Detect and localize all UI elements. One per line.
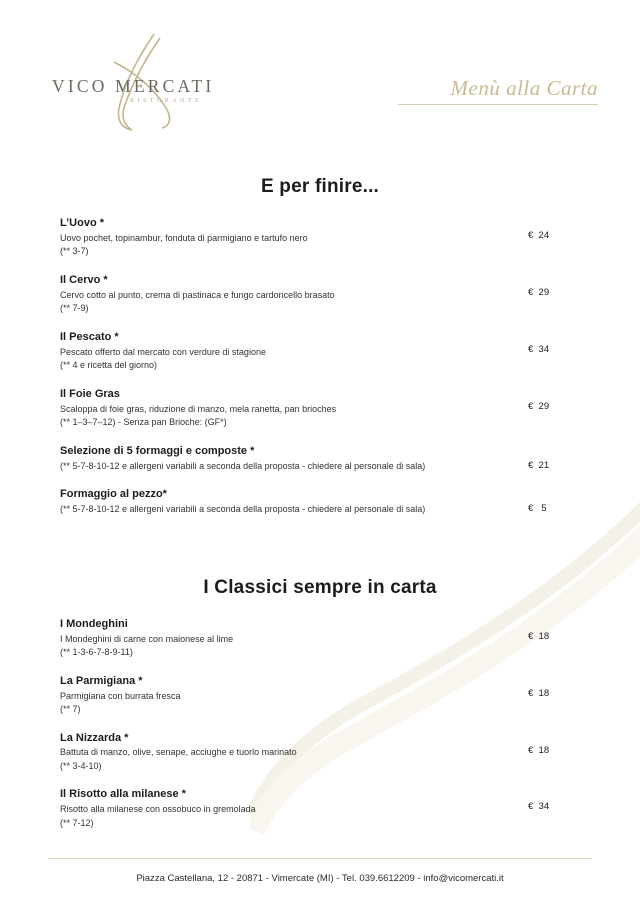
menu-item — [60, 731, 580, 774]
menu-item-name: Selezione di 5 formaggi e composte * — [60, 444, 255, 457]
brand-logo — [52, 40, 282, 140]
menu-items-list — [60, 216, 580, 517]
brand-tagline: RISTORANTE — [130, 98, 203, 104]
menu-item-description: Uovo pochet, topinambur, fonduta di parmigiano e tartufo nero — [60, 232, 308, 243]
menu-item-description: Cervo cotto al punto, crema di pastinaca e fungo cardoncello brasato — [60, 289, 335, 300]
menu-section-i-classici — [0, 577, 640, 831]
title-divider — [398, 104, 598, 105]
menu-item-description: (** 5-7-8-10-12 e allergeni variabili a seconda della proposta - chiedere al personale di sala) — [60, 504, 426, 515]
section-title: I Classici sempre in carta — [203, 576, 437, 598]
menu-item-price: € 24 — [528, 230, 550, 241]
menu-item-price: € 21 — [528, 459, 550, 471]
menu-item-allergens: (** 7-12) — [60, 817, 94, 828]
menu-item — [60, 674, 580, 717]
page-footer — [0, 858, 640, 884]
menu-item — [60, 787, 580, 830]
menu-item-price: € 18 — [528, 687, 550, 699]
menu-item-allergens: (** 1–3–7–12) - Senza pan Brioche: (GF*) — [60, 417, 227, 428]
menu-item-allergens: (** 1-3-6-7-8-9-11) — [60, 647, 133, 658]
footer-contact-info: Piazza Castellana, 12 - 20871 - Vimercate (MI) - Tel. 039.6612209 - info@vicomercati.it — [136, 873, 504, 884]
menu-item-allergens: (** 7) — [60, 704, 81, 714]
menu-item-description: I Mondeghini di carne con maionese al lime — [60, 633, 234, 644]
menu-item-name: Il Foie Gras — [60, 387, 120, 400]
menu-item-description: (** 5-7-8-10-12 e allergeni variabili a seconda della proposta - chiedere al personale di sala) — [60, 460, 426, 471]
section-title: E per finire... — [260, 176, 380, 197]
menu-item-price: € 18 — [528, 744, 550, 756]
menu-section-e-per-finire — [0, 176, 640, 517]
menu-item — [60, 444, 580, 473]
menu-item-name: Formaggio al pezzo* — [60, 488, 167, 501]
menu-item — [60, 273, 580, 316]
menu-item-description: Pescato offerto dal mercato con verdure di stagione — [60, 346, 266, 357]
menu-items-list — [60, 617, 580, 831]
menu-item — [60, 487, 580, 516]
menu-item — [60, 216, 580, 259]
menu-item-price: € 34 — [528, 801, 550, 813]
menu-item — [60, 617, 580, 660]
menu-item-name: I Mondeghini — [60, 617, 128, 630]
menu-item-description: Battuta di manzo, olive, senape, acciughe e tuorlo marinato — [60, 747, 297, 758]
menu-item-price: € 18 — [528, 630, 550, 642]
menu-item-name: La Nizzarda * — [60, 731, 129, 744]
menu-item-price: € 29 — [528, 286, 550, 298]
menu-item-price: € 34 — [528, 343, 550, 355]
menu-item — [60, 387, 580, 430]
menu-item-description: Scaloppa di foie gras, riduzione di manzo, mela ranetta, pan brioches — [60, 403, 337, 414]
menu-item-name: Il Cervo * — [60, 273, 108, 286]
menu-item-name: La Parmigiana * — [60, 674, 143, 687]
menu-item-description: Parmigiana con burrata fresca — [60, 690, 181, 701]
footer-divider — [48, 858, 592, 859]
menu-item-price: € 29 — [528, 400, 550, 412]
menu-item-description: Risotto alla milanese con ossobuco in gremolada — [60, 804, 256, 815]
menu-title: Menù alla Carta — [450, 76, 598, 100]
menu-item-name: Il Pescato * — [60, 330, 119, 343]
menu-item-allergens: (** 7-9) — [60, 303, 89, 314]
menu-item-name: L’Uovo * — [60, 217, 105, 229]
menu-item-allergens: (** 4 e ricetta del giorno) — [60, 360, 158, 371]
page-header — [0, 0, 640, 140]
menu-item-allergens: (** 3-4-10) — [60, 760, 102, 771]
menu-item — [60, 330, 580, 373]
menu-item-allergens: (** 3-7) — [60, 246, 89, 257]
menu-item-price: € 5 — [528, 503, 547, 515]
brand-name: VICO MERCATI — [52, 76, 215, 96]
menu-item-name: Il Risotto alla milanese * — [60, 788, 186, 801]
